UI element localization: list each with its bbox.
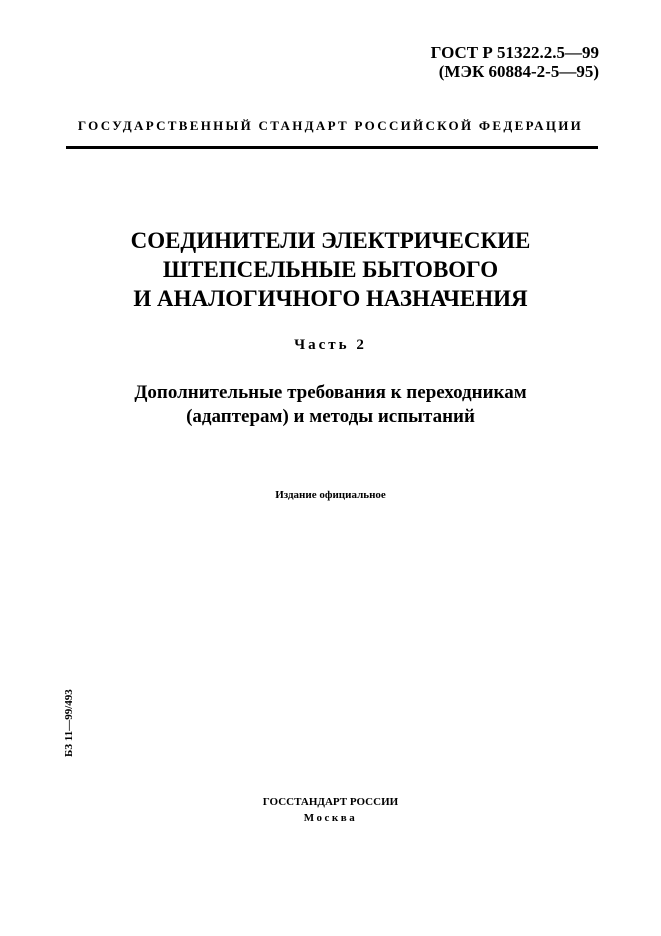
title-line: И АНАЛОГИЧНОГО НАЗНАЧЕНИЯ [133,286,528,311]
part-label: Часть 2 [294,337,367,353]
document-title [0,226,661,313]
header-divider [66,146,598,149]
title-line: СОЕДИНИТЕЛИ ЭЛЕКТРИЧЕСКИЕ [130,228,531,253]
publisher-name: ГОССТАНДАРТ РОССИИ [262,796,399,808]
gost-number-block [431,43,599,81]
publisher-block [0,794,661,826]
iec-number: (МЭК 60884-2-5—95) [438,62,599,81]
edition-note: Издание официальное [275,489,386,501]
subtitle-line: (адаптерам) и методы испытаний [186,406,475,427]
gost-number: ГОСТ Р 51322.2.5—99 [430,43,599,62]
standard-type-heading: ГОСУДАРСТВЕННЫЙ СТАНДАРТ РОССИЙСКОЙ ФЕДЕРАЦИИ [77,118,584,133]
publisher-city: Москва [303,812,358,824]
title-line: ШТЕПСЕЛЬНЫЕ БЫТОВОГО [162,257,499,282]
document-subtitle [0,381,661,429]
side-catalog-code: БЗ 11—99/493 [63,689,75,757]
subtitle-line: Дополнительные требования к переходникам [134,382,527,403]
